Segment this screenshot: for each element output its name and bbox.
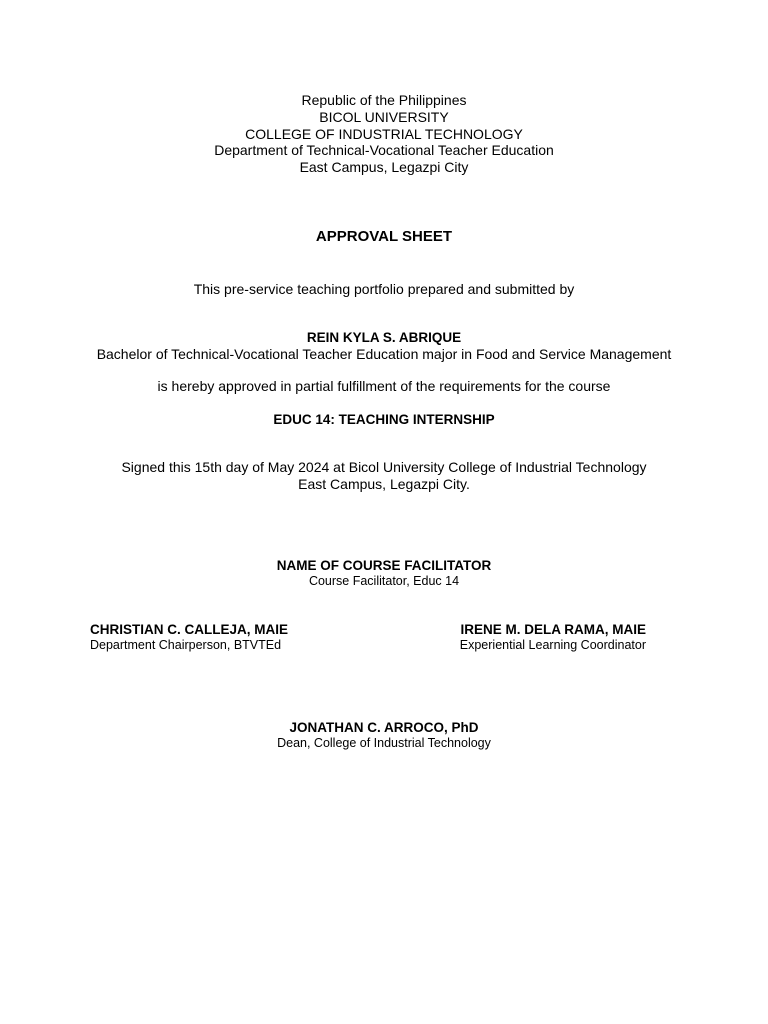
student-name: REIN KYLA S. ABRIQUE [306,330,462,345]
signatory-dean [0,719,768,751]
approval-statement: is hereby approved in partial fulfillment of the requirements for the course [157,378,611,394]
page-title: APPROVAL SHEET [315,228,453,245]
header-country: Republic of the Philippines [301,92,467,108]
intro-text: This pre-service teaching portfolio prepared and submitted by [193,281,575,297]
header-department: Department of Technical-Vocational Teacher Education [214,142,554,159]
facilitator-role: Course Facilitator, Educ 14 [308,574,460,588]
dean-name: JONATHAN C. ARROCO, PhD [289,720,479,735]
institution-header [0,92,768,176]
header-campus: East Campus, Legazpi City [299,159,469,176]
student-program: Bachelor of Technical-Vocational Teacher Education major in Food and Service Management [96,346,672,362]
dean-role: Dean, College of Industrial Technology [277,736,491,750]
header-college: COLLEGE OF INDUSTRIAL TECHNOLOGY [245,125,523,142]
facilitator-name: NAME OF COURSE FACILITATOR [276,558,492,573]
signed-statement [0,459,768,493]
signed-line-1: Signed this 15th day of May 2024 at Bicol University College of Industrial Technology [121,459,647,475]
signatory-facilitator [0,557,768,589]
signed-line-2: East Campus, Legazpi City. [298,476,470,492]
student-block [0,329,768,363]
chairperson-name: CHRISTIAN C. CALLEJA, MAIE [90,622,289,637]
course-title: EDUC 14: TEACHING INTERNSHIP [273,412,495,427]
coordinator-name: IRENE M. DELA RAMA, MAIE [460,622,646,637]
signatory-coordinator [460,621,646,653]
coordinator-role: Experiential Learning Coordinator [459,638,646,652]
chairperson-role: Department Chairperson, BTVTEd [90,638,282,652]
header-university: BICOL UNIVERSITY [319,108,449,125]
signatory-chairperson [90,621,288,653]
